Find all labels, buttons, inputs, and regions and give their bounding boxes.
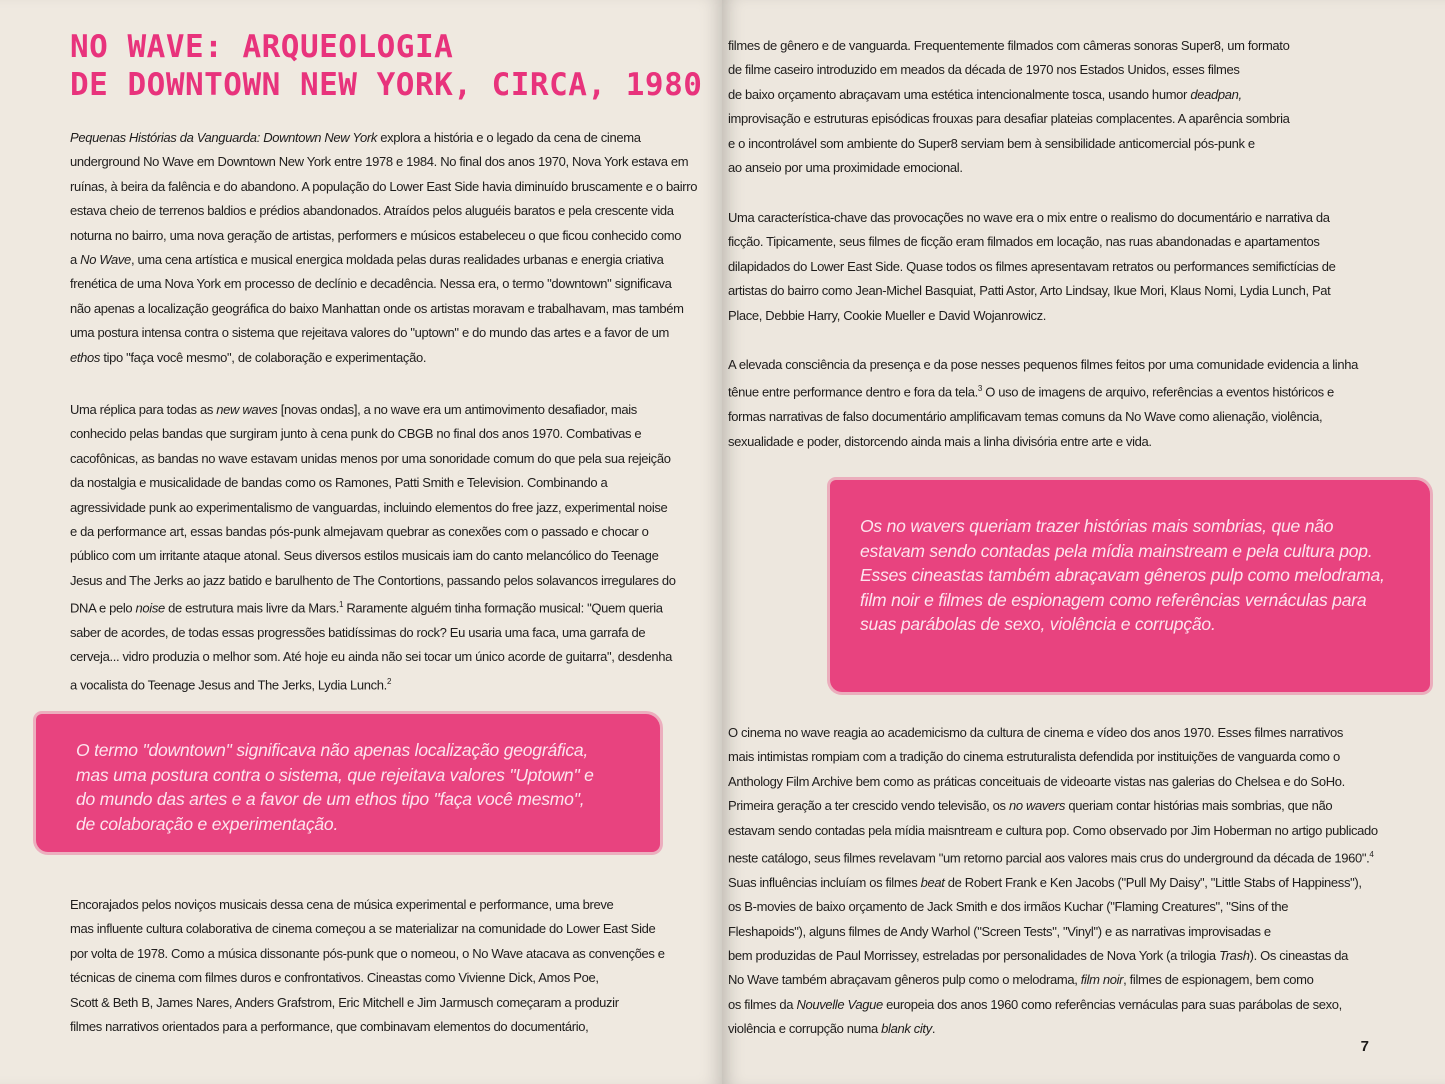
article-title	[70, 28, 710, 104]
pull-quote-downtown: O termo "downtown" significava não apenas localização geográfica, mas uma postura contra o sistema, que rejeitava valores "Uptown" e do mundo das artes e a favor de um ethos tipo "faça você mesmo", de colaboração e experimentação.	[36, 714, 660, 852]
left-page	[0, 0, 722, 1084]
title-line-2: DE DOWNTOWN NEW YORK, CIRCA, 1980	[70, 67, 703, 103]
intro-paragraph: Pequenas Histórias da Vanguarda: Downtown New York explora a história e o legado da cena de cinema underground No Wave em Downtown New York entre 1978 e 1984. No final dos anos 1970, Nova York estava em ruínas, à beira da falência e do abandono. A população do Lower East Side havia diminuído bruscamente e o bairro estava cheio de terrenos baldios e prédios abandonados. Atraídos pelos aluguéis baratos e pela crescente vida noturna no bairro, uma nova geração de artistas, performers e músicos estabeleceu o que ficou conhecido como a No Wave, uma cena artística e musical energica moldada pelas duras realidades urbanas e energia criativa frenética de uma Nova York em processo de declínio e decadência. Nessa era, o termo "downtown" significava não apenas a localização geográfica do baixo Manhattan onde os artistas moravam e trabalhavam, mas também uma postura intensa contra o sistema que rejeitava valores do "uptown" e do mundo das artes e a favor de um ethos tipo "faça você mesmo", de colaboração e experimentação.	[70, 130, 698, 365]
nowave-music-paragraph: Uma réplica para todas as new waves [novas ondas], a no wave era um antimovimento desafiador, mais conhecido pelas bandas que surgiram junto à cena punk do CBGB no final dos anos 1970. Combativas e cacofônicas, as bandas no wave estavam unidas menos por uma sonoridade comum do que pela sua rejeição da nostalgia e musicalidade de bandas como os Ramones, Patti Smith e Television. Combinando a agressividade punk ao experimentalismo de vanguardas, incluindo elementos do free jazz, experimental noise e da performance art, essas bandas pós-punk almejavam quebrar as conexões com o passado e chocar o público com um irritante ataque atonal. Seus diversos estilos musicais iam do canto melancólico do Teenage Jesus and The Jerks ao jazz batido e barulhento de The Contortions, passando pelos solavancos irregulares do DNA e pelo noise de estrutura mais livre da Mars.$^1$ Raramente alguém tinha formação musical: "Quem queria saber de acordes, de todas essas progressões batidíssimas do rock? Eu usaria uma faca, uma garrafa de cerveja... vidro produzia o melhor som. Até hoje eu ainda não sei tocar um único acorde de guitarra", desdenha a vocalista do Teenage Jesus and The Jerks, Lydia Lunch.$^2$	[70, 402, 676, 693]
pull-quote-nowavers: Os no wavers queriam trazer histórias mais sombrias, que não estavam sendo contadas pela mídia mainstream e pela cultura pop. Esses cineastas também abraçavam gêneros pulp como melodrama, film noir e filmes de espionagem como referências vernáculas para suas parábolas de sexo, violência e corrupção.	[830, 480, 1430, 692]
right-page	[722, 0, 1445, 1084]
title-line-1: NO WAVE: ARQUEOLOGIA	[70, 29, 454, 65]
page-number: 7	[1360, 1038, 1369, 1055]
performance-paragraph: A elevada consciência da presença e da pose nesses pequenos filmes feitos por uma comunidade evidencia a linha tênue entre performance dentro e fora da tela.$^3$ O uso de imagens de arquivo, referências a eventos históricos e formas narrativas de falso documentário amplificavam temas comuns da No Wave como alienação, violência, sexualidade e poder, distorcendo ainda mais a linha divisória entre arte e vida.	[728, 357, 1358, 449]
realism-paragraph: Uma característica-chave das provocações no wave era o mix entre o realismo do documentário e narrativa da ficção. Tipicamente, seus filmes de ficção eram filmados em locação, nas ruas abandonadas e apartamentos dilapidados do Lower East Side. Quase todos os filmes apresentavam retratos ou performances semifictícias de artistas do bairro como Jean-Michel Basquiat, Patti Astor, Arto Lindsay, Ikue Mori, Klaus Nomi, Lydia Lunch, Pat Place, Debbie Harry, Cookie Mueller e David Wojanrowicz.	[728, 210, 1336, 323]
cinema-culture-paragraph: Encorajados pelos noviços musicais dessa cena de música experimental e performance, uma breve mas influente cultura colaborativa de cinema começou a se materializar na comunidade do Lower East Side por volta de 1978. Como a música dissonante pós-punk que o nomeou, o No Wave atacava as convenções e técnicas de cinema com filmes duros e confrontativos. Cineastas como Vivienne Dick, Amos Poe, Scott & Beth B, James Nares, Anders Grafstrom, Eric Mitchell e Jim Jarmusch começaram a produzir filmes narrativos orientados para a performance, que combinavam elementos do documentário,	[70, 897, 665, 1035]
super8-paragraph: filmes de gênero e de vanguarda. Frequentemente filmados com câmeras sonoras Super8, um formato de filme caseiro introduzido em meados da década de 1970 nos Estados Unidos, esses filmes de baixo orçamento abraçavam uma estética intencionalmente tosca, usando humor deadpan, improvisação e estruturas episódicas frouxas para desafiar plateias complacentes. A aparência sombria e o incontrolável som ambiente do Super8 serviam bem à sensibilidade anticomercial pós-punk e ao anseio por uma proximidade emocional.	[728, 38, 1290, 176]
academicism-paragraph: O cinema no wave reagia ao academicismo da cultura de cinema e vídeo dos anos 1970. Esses filmes narrativos mais intimistas rompiam com a tradição do cinema estruturalista defendida por instituições de vanguarda como o Anthology Film Archive bem como as práticas conceituais de videoarte vistas nas galerias do Chelsea e do SoHo. Primeira geração a ter crescido vendo televisão, os no wavers queriam contar histórias mais sombrias, que não estavam sendo contadas pela mídia maisntream e cultura pop. Como observado por Jim Hoberman no artigo publicado neste catálogo, seus filmes revelavam "um retorno parcial aos valores mais crus do underground da década de 1960".$^4$ Suas influências incluíam os filmes beat de Robert Frank e Ken Jacobs ("Pull My Daisy", "Little Stabs of Happiness"), os B-movies de baixo orçamento de Jack Smith e dos irmãos Kuchar ("Flaming Creatures", "Sins of the Fleshapoids"), alguns filmes de Andy Warhol ("Screen Tests", "Vinyl") e as narrativas improvisadas e bem produzidas de Paul Morrissey, estreladas por personalidades de Nova York (a trilogia Trash). Os cineastas da No Wave também abraçavam gêneros pulp como o melodrama, film noir, filmes de espionagem, bem como os filmes da Nouvelle Vague europeia dos anos 1960 como referências vernáculas para suas parábolas de sexo, violência e corrupção numa blank city.	[728, 725, 1378, 1037]
